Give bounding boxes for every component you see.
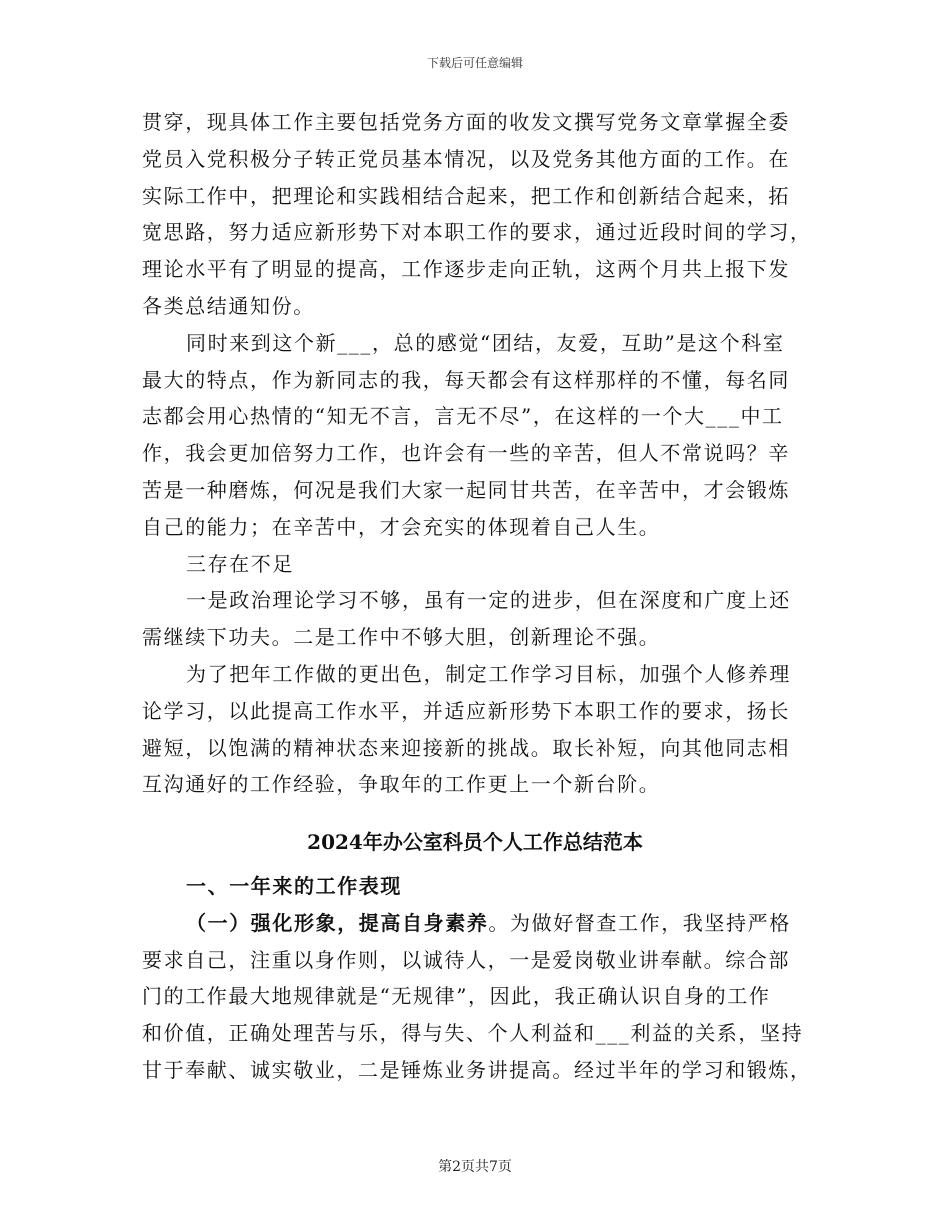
page-header: 下载后可任意编辑 [426, 56, 523, 70]
page-footer: 第2页共7页 [438, 1159, 512, 1175]
paragraph-line: 同时来到这个新___，总的感觉“团结，友爱，互助”是这个科室 [186, 330, 785, 355]
document-body [142, 104, 832, 803]
paragraph-line: 党员入党积极分子转正党员基本情况，以及党务其他方面的工作。在 [142, 146, 790, 171]
section-heading: 三存在不足 [186, 551, 294, 576]
section-one [142, 868, 832, 1089]
paragraph-text: 。为做好督查工作，我坚持严格 [488, 910, 791, 935]
paragraph-line: 自己的能力；在辛苦中，才会充实的体现着自己人生。 [142, 514, 661, 539]
paragraph-line: 要求自己，注重以身作则，以诚待人，一是爱岗敬业讲奉献。综合部 [142, 947, 790, 972]
paragraph-line: 理论水平有了明显的提高，工作逐步走向正轨，这两个月共上报下发 [142, 257, 790, 282]
paragraph-line: 避短，以饱满的精神状态来迎接新的挑战。取长补短，向其他同志相 [142, 735, 790, 760]
paragraph-line: 需继续下功夫。二是工作中不够大胆，创新理论不强。 [142, 625, 661, 650]
paragraph-line: 论学习，以此提高工作水平，并适应新形势下本职工作的要求，扬长 [142, 698, 790, 723]
paragraph-line: 宽思路，努力适应新形势下对本职工作的要求，通过近段时间的学习， [142, 220, 812, 245]
paragraph-line: 甘于奉献、诚实敬业，二是锤炼业务讲提高。经过半年的学习和锻炼， [142, 1057, 812, 1082]
paragraph-line: 作，我会更加倍努力工作，也许会有一些的辛苦，但人不常说吗？辛 [142, 441, 790, 466]
paragraph-line: 各类总结通知份。 [142, 293, 315, 318]
paragraph-line: 和价值，正确处理苦与乐，得与失、个人利益和___利益的关系，坚持 [142, 1021, 804, 1046]
paragraph-line [142, 905, 832, 942]
paragraph-line: 最大的特点，作为新同志的我，每天都会有这样那样的不懂，每名同 [142, 367, 790, 392]
paragraph-line: 实际工作中，把理论和实践相结合起来，把工作和创新结合起来，拓 [142, 183, 790, 208]
subsection-heading: （一）强化形象，提高自身素养 [186, 910, 489, 935]
paragraph-line: 门的工作最大地规律就是“无规律”，因此，我正确认识自身的工作 [142, 984, 771, 1009]
section-heading: 一、一年来的工作表现 [186, 874, 402, 898]
paragraph-line: 为了把年工作做的更出色，制定工作学习目标，加强个人修养理 [186, 661, 791, 686]
paragraph-line: 志都会用心热情的“知无不言，言无不尽”，在这样的一个大___中工 [142, 404, 784, 429]
paragraph-line: 互沟通好的工作经验，争取年的工作更上一个新台阶。 [142, 772, 661, 797]
paragraph-line: 苦是一种磨炼，何况是我们大家一起同甘共苦，在辛苦中，才会锻炼 [142, 477, 790, 502]
document-title: 2024年办公室科员个人工作总结范本 [307, 830, 643, 854]
paragraph-line: 一是政治理论学习不够，虽有一定的进步，但在深度和广度上还 [186, 588, 791, 613]
paragraph-line: 贯穿，现具体工作主要包括党务方面的收发文撰写党务文章掌握全委 [142, 110, 790, 134]
